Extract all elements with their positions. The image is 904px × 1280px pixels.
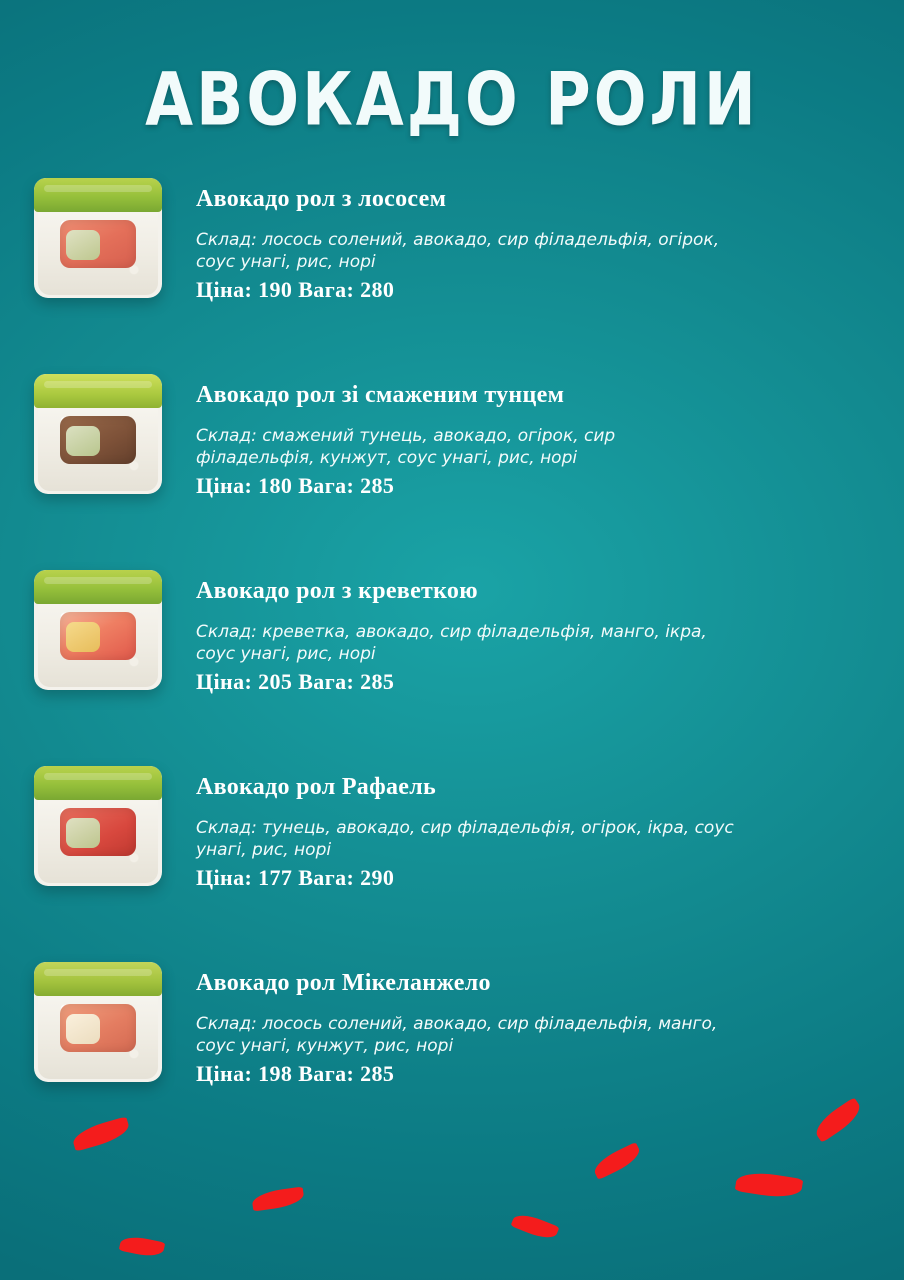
sushi-roll-salmon-icon: [34, 178, 162, 298]
item-name: Авокадо рол Мікеланжело: [196, 970, 491, 996]
item-text: [196, 172, 904, 303]
item-image-wrap: [0, 368, 196, 494]
item-name: Авокадо рол Рафаель: [196, 774, 437, 800]
item-text: [196, 760, 904, 891]
item-price-weight: Ціна: 198 Вага: 285: [196, 1061, 395, 1087]
red-petal-icon: [119, 1234, 166, 1260]
item-description: Склад: лосось солений, авокадо, сир філадельфія, огірок, соус унагі, рис, норі: [196, 230, 720, 273]
item-image-wrap: [0, 172, 196, 298]
item-name: Авокадо рол з лососем: [196, 186, 447, 212]
filling-layer-secondary: [66, 426, 100, 456]
avocado-layer: [34, 962, 162, 996]
item-price-weight: Ціна: 180 Вага: 285: [196, 473, 395, 499]
item-text: [196, 956, 904, 1087]
menu-item-list: [0, 172, 904, 1152]
item-image-wrap: [0, 956, 196, 1082]
item-image-wrap: [0, 760, 196, 886]
list-item: [0, 956, 904, 1152]
item-price-weight: Ціна: 177 Вага: 290: [196, 865, 395, 891]
item-text: [196, 564, 904, 695]
sushi-roll-shrimp-icon: [34, 570, 162, 690]
item-text: [196, 368, 904, 499]
item-name: Авокадо рол з креветкою: [196, 578, 478, 604]
red-petal-icon: [251, 1186, 305, 1211]
filling-layer-secondary: [66, 622, 100, 652]
avocado-layer: [34, 766, 162, 800]
sushi-roll-fried-tuna-icon: [34, 374, 162, 494]
list-item: [0, 368, 904, 564]
filling-layer-secondary: [66, 1014, 100, 1044]
item-image-wrap: [0, 564, 196, 690]
red-petal-icon: [735, 1169, 804, 1201]
item-name: Авокадо рол зі смаженим тунцем: [196, 382, 565, 408]
sushi-roll-rafael-icon: [34, 766, 162, 886]
page-title: АВОКАДО РОЛИ: [145, 56, 759, 143]
avocado-layer: [34, 570, 162, 604]
item-description: Склад: тунець, авокадо, сир філадельфія, огірок, ікра, соус унагі, рис, норі: [196, 818, 734, 861]
list-item: [0, 564, 904, 760]
list-item: [0, 172, 904, 368]
avocado-layer: [34, 178, 162, 212]
item-description: Склад: креветка, авокадо, сир філадельфія, манго, ікра, соус унагі, рис, норі: [196, 622, 707, 665]
filling-layer-secondary: [66, 818, 100, 848]
filling-layer-secondary: [66, 230, 100, 260]
sushi-roll-michelangelo-icon: [34, 962, 162, 1082]
item-price-weight: Ціна: 190 Вага: 280: [196, 277, 395, 303]
item-description: Склад: лосось солений, авокадо, сир філадельфія, манго, соус унагі, кунжут, рис, норі: [196, 1014, 718, 1057]
list-item: [0, 760, 904, 956]
item-description: Склад: смажений тунець, авокадо, огірок, сир філадельфія, кунжут, соус унагі, рис, норі: [196, 426, 616, 469]
item-price-weight: Ціна: 205 Вага: 285: [196, 669, 395, 695]
avocado-layer: [34, 374, 162, 408]
red-petal-icon: [510, 1210, 559, 1243]
